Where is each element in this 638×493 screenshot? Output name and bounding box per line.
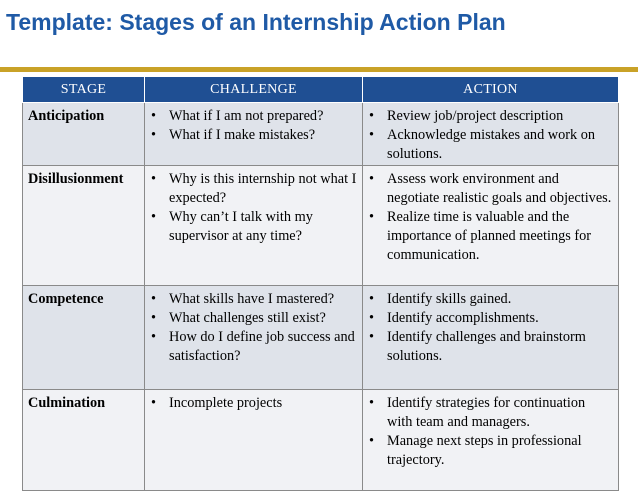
page-title: Template: Stages of an Internship Action Plan [6, 9, 506, 35]
action-item: • Realize time is valuable and the importance of planned meetings for communication. [367, 208, 614, 265]
action-plan-table [22, 76, 619, 491]
action-item: • Identify challenges and brainstorm solutions. [367, 328, 614, 366]
challenge-item: • How do I define job success and satisfaction? [149, 328, 358, 366]
challenge-item: • Incomplete projects [149, 394, 358, 413]
challenge-item: • What if I make mistakes? [149, 126, 358, 145]
challenge-item: • What challenges still exist? [149, 309, 358, 328]
action-item: • Review job/project description [367, 107, 614, 126]
header-stage: STAGE [23, 77, 145, 103]
action-cell [363, 286, 619, 390]
action-item: • Identify strategies for continuation with team and managers. [367, 394, 614, 432]
table-header-row [23, 77, 619, 103]
table-row [23, 390, 619, 491]
title-divider [0, 67, 638, 72]
action-cell [363, 166, 619, 286]
action-item: • Manage next steps in professional trajectory. [367, 432, 614, 470]
challenge-item: • What skills have I mastered? [149, 290, 358, 309]
challenge-item: • Why is this internship not what I expected? [149, 170, 358, 208]
header-challenge: CHALLENGE [145, 77, 363, 103]
table-row [23, 166, 619, 286]
challenge-cell [145, 390, 363, 491]
challenge-cell [145, 286, 363, 390]
stage-cell: Competence [23, 286, 145, 390]
action-item: • Identify skills gained. [367, 290, 614, 309]
challenge-item: • Why can’t I talk with my supervisor at any time? [149, 208, 358, 246]
challenge-cell [145, 166, 363, 286]
header-action: ACTION [363, 77, 619, 103]
table-row [23, 103, 619, 166]
challenge-cell [145, 103, 363, 166]
table-row [23, 286, 619, 390]
action-item: • Identify accomplishments. [367, 309, 614, 328]
stage-cell: Anticipation [23, 103, 145, 166]
action-cell [363, 390, 619, 491]
action-item: • Assess work environment and negotiate realistic goals and objectives. [367, 170, 614, 208]
stage-cell: Disillusionment [23, 166, 145, 286]
challenge-item: • What if I am not prepared? [149, 107, 358, 126]
stage-cell: Culmination [23, 390, 145, 491]
action-item: • Acknowledge mistakes and work on solutions. [367, 126, 614, 164]
action-cell [363, 103, 619, 166]
